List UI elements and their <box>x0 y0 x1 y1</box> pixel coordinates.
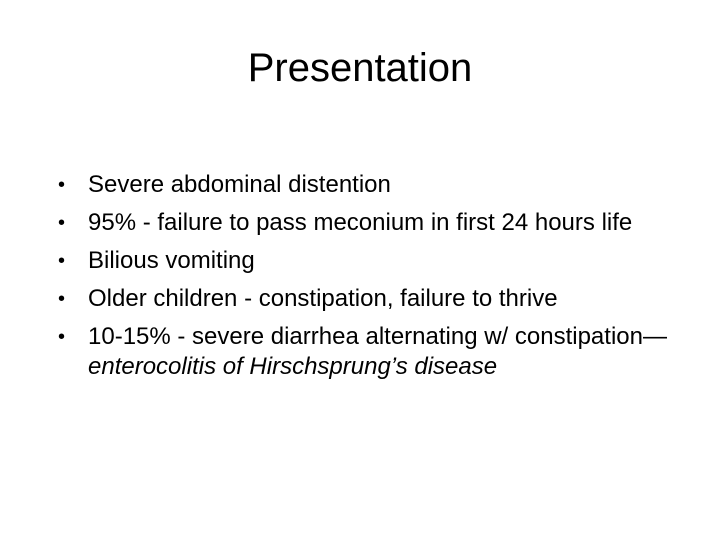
bullet-list <box>58 170 668 390</box>
bullet-text <box>88 323 667 380</box>
bullet-text-plain: 10-15% - severe diarrhea alternating w/ constipation— <box>88 323 667 350</box>
bullet-icon: • <box>58 326 66 348</box>
bullet-item-3 <box>58 246 668 276</box>
bullet-text: Bilious vomiting <box>88 247 255 274</box>
bullet-item-1 <box>58 170 668 200</box>
bullet-item-2 <box>58 208 668 238</box>
bullet-item-4 <box>58 284 668 314</box>
bullet-icon: • <box>58 174 66 196</box>
bullet-icon: • <box>58 288 66 310</box>
bullet-text: Severe abdominal distention <box>88 171 391 198</box>
bullet-item-5 <box>58 322 668 382</box>
bullet-icon: • <box>58 250 66 272</box>
bullet-text-italic: enterocolitis of Hirschsprung’s disease <box>88 353 498 380</box>
bullet-icon: • <box>58 212 66 234</box>
slide-title: Presentation <box>247 46 473 90</box>
bullet-text: 95% - failure to pass meconium in first 24 hours life <box>88 209 633 236</box>
bullet-text: Older children - constipation, failure to thrive <box>88 285 558 312</box>
